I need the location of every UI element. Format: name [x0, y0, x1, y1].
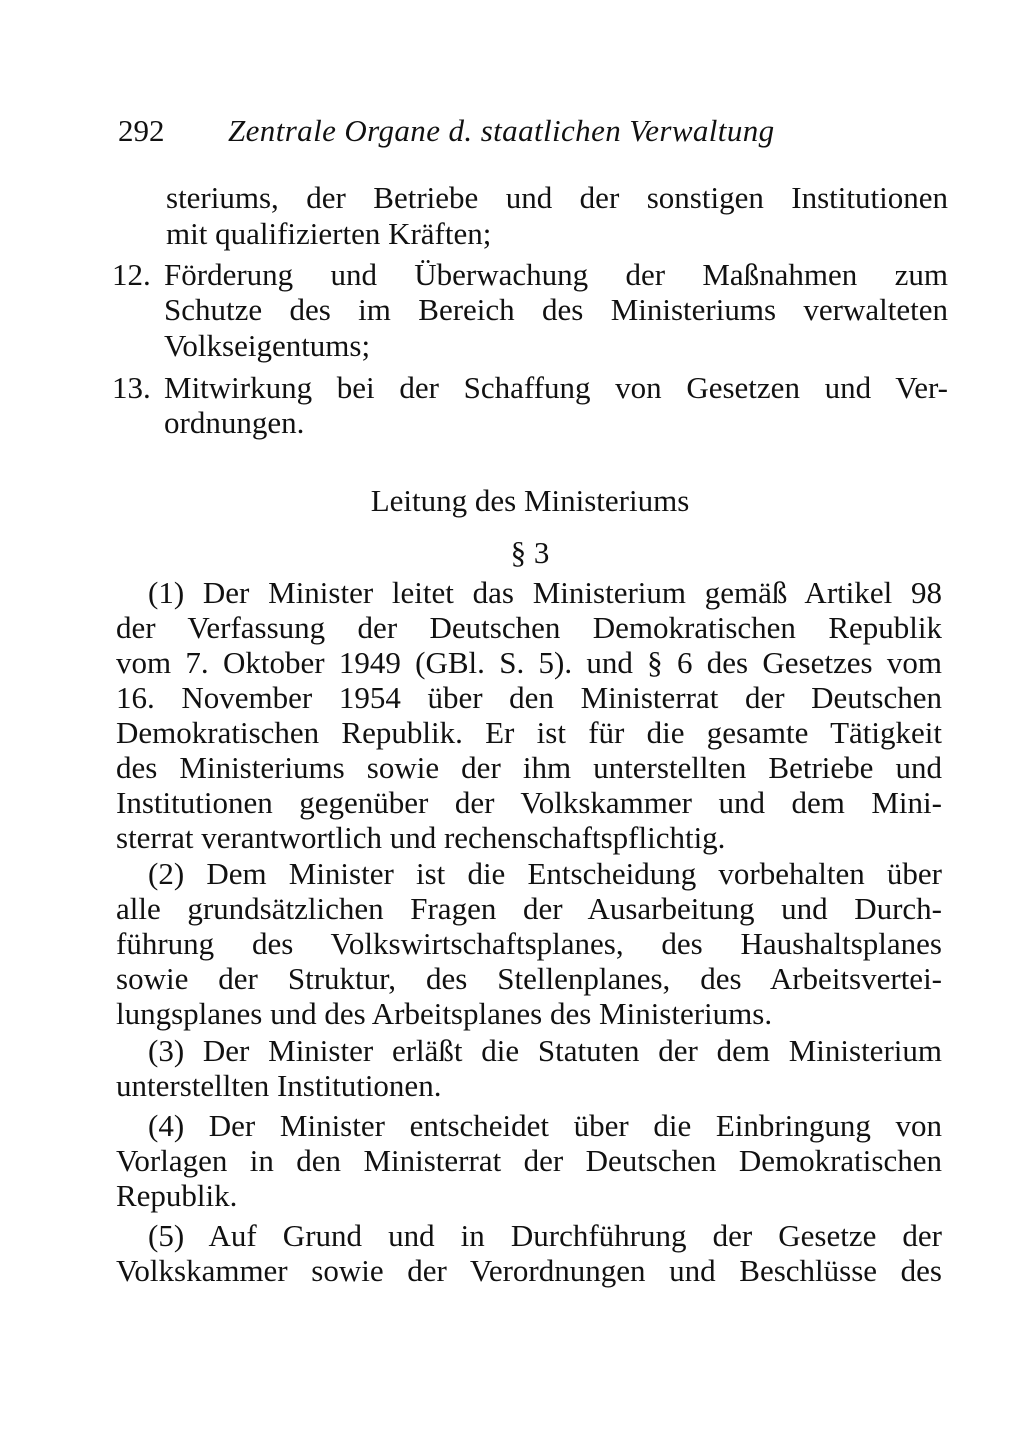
- paragraph-line: (1) Der Minister leitet das Ministerium gemäß Artikel 98: [148, 575, 942, 610]
- paragraph-line: Republik.: [116, 1178, 238, 1213]
- section-heading: Leitung des Ministeriums: [370, 483, 690, 518]
- list-item-number: 12.: [112, 257, 151, 292]
- paragraph-line: sterrat verantwortlich und rechenschaftspflichtig.: [116, 820, 726, 855]
- page-header: [118, 108, 838, 154]
- paragraph-line: unterstellten Institutionen.: [116, 1068, 442, 1103]
- paragraph-line: lungsplanes und des Arbeitsplanes des Ministeriums.: [116, 996, 773, 1031]
- paragraph-line: 16. November 1954 über den Ministerrat der Deutschen: [116, 680, 942, 715]
- list-item-number: 13.: [112, 370, 151, 405]
- paragraph-line: Volkskammer sowie der Verordnungen und Beschlüsse des: [116, 1253, 942, 1288]
- continuation-line: steriums, der Betriebe und der sonstigen Institutionen: [166, 180, 948, 215]
- paragraph-sign: § 3: [510, 535, 550, 570]
- paragraph-line: (3) Der Minister erläßt die Statuten der dem Ministerium: [148, 1033, 942, 1068]
- paragraph-line: Vorlagen in den Ministerrat der Deutschen Demokratischen: [116, 1143, 942, 1178]
- list-item-line: Mitwirkung bei der Schaffung von Gesetzen und Ver-: [164, 370, 948, 405]
- paragraph-line: vom 7. Oktober 1949 (GBl. S. 5). und § 6 des Gesetzes vom: [116, 645, 942, 680]
- running-title: Zentrale Organe d. staatlichen Verwaltung: [228, 113, 775, 148]
- list-item-line: Schutze des im Bereich des Ministeriums verwalteten: [164, 292, 948, 327]
- list-item-line: ordnungen.: [164, 405, 305, 440]
- paragraph-line: Demokratischen Republik. Er ist für die gesamte Tätigkeit: [116, 715, 942, 750]
- list-item-line: Volkseigentums;: [164, 328, 371, 363]
- page-number: 292: [118, 113, 165, 148]
- paragraph-line: (5) Auf Grund und in Durchführung der Gesetze der: [148, 1218, 942, 1253]
- paragraph-line: (4) Der Minister entscheidet über die Einbringung von: [148, 1108, 942, 1143]
- paragraph-line: führung des Volkswirtschaftsplanes, des Haushaltsplanes: [116, 926, 942, 961]
- paragraph-line: sowie der Struktur, des Stellenplanes, des Arbeitsvertei-: [116, 961, 942, 996]
- paragraph-line: der Verfassung der Deutschen Demokratischen Republik: [116, 610, 942, 645]
- paragraph-line: (2) Dem Minister ist die Entscheidung vorbehalten über: [148, 856, 942, 891]
- paragraph-line: des Ministeriums sowie der ihm unterstellten Betriebe und: [116, 750, 942, 785]
- paragraph-line: alle grundsätzlichen Fragen der Ausarbeitung und Durch-: [116, 891, 942, 926]
- list-item-line: Förderung und Überwachung der Maßnahmen zum: [164, 257, 948, 292]
- paragraph-line: Institutionen gegenüber der Volkskammer und dem Mini-: [116, 785, 942, 820]
- continuation-line: mit qualifizierten Kräften;: [166, 216, 492, 251]
